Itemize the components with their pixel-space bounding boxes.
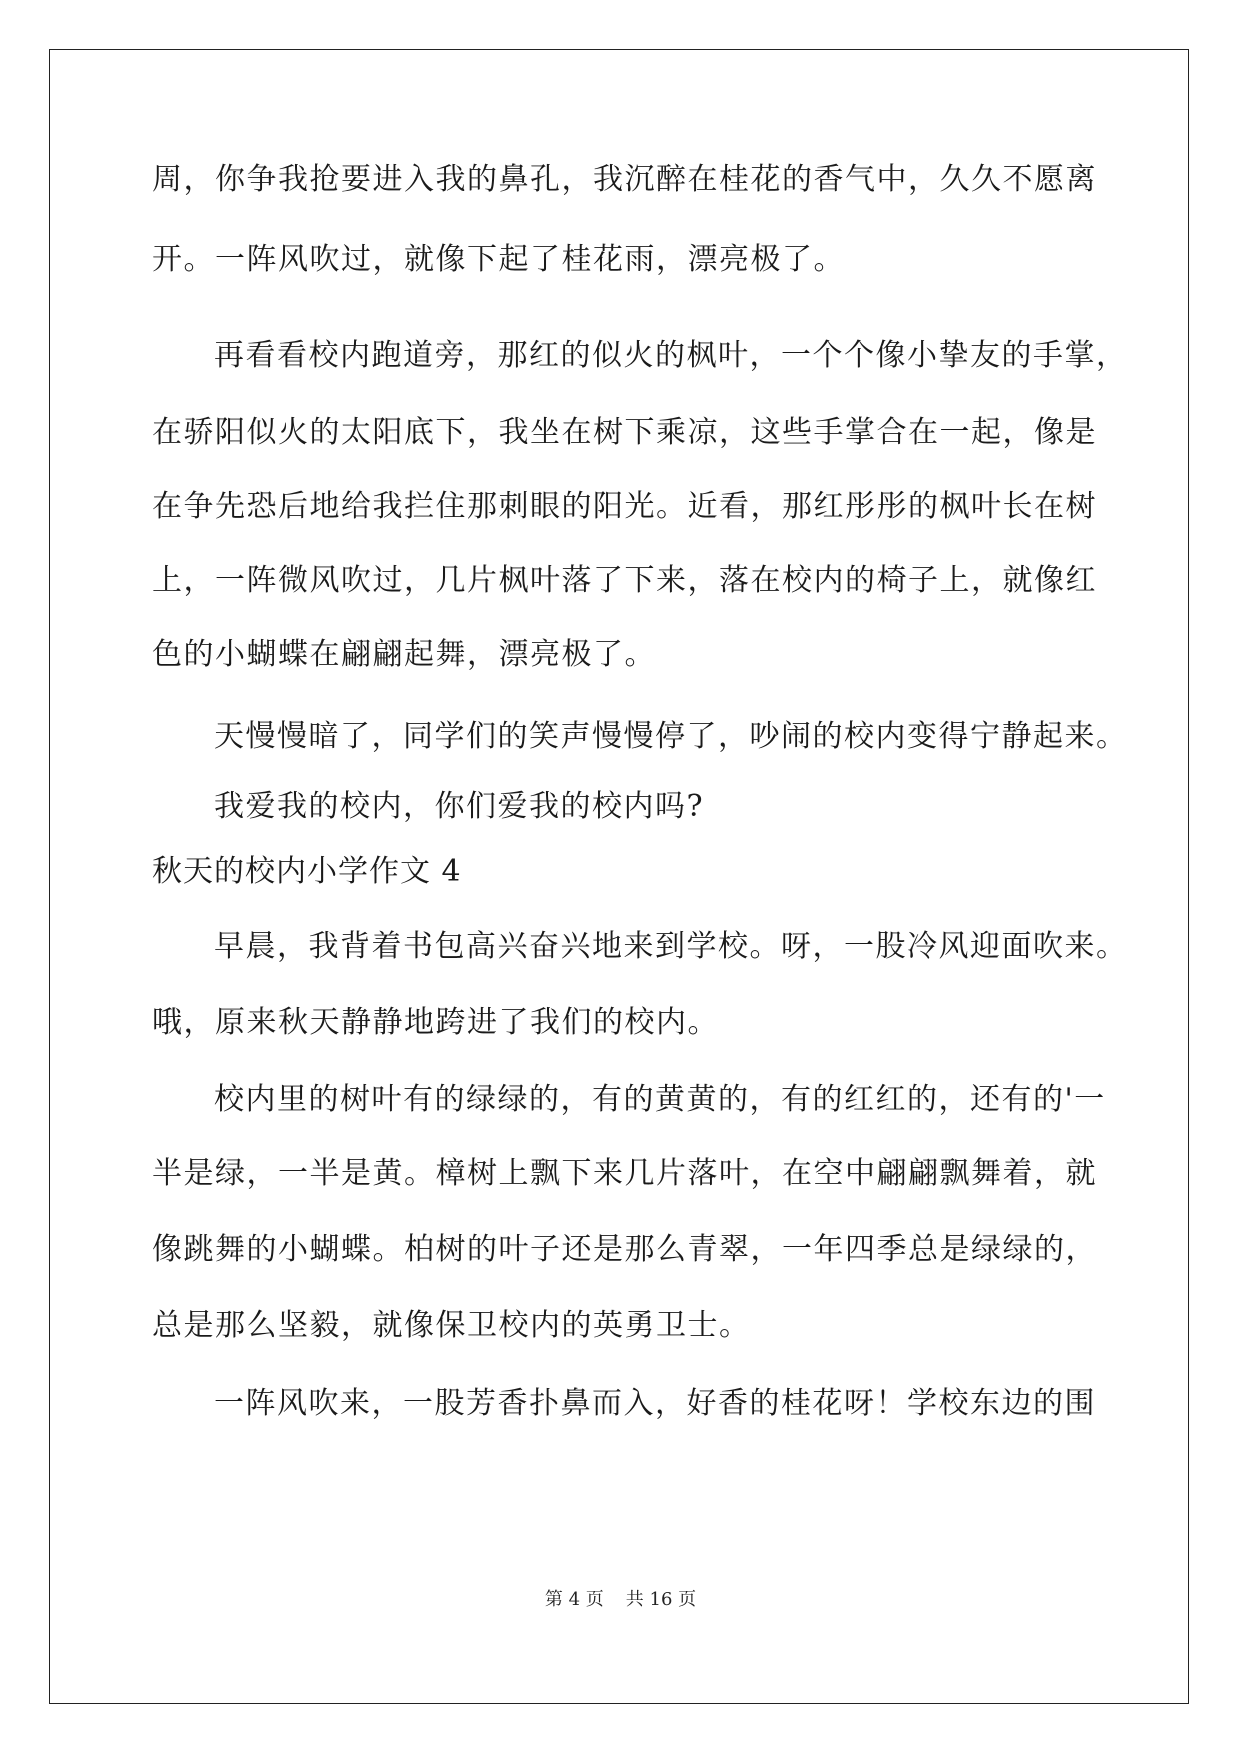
text-line: 早晨，我背着书包高兴奋兴地来到学校。呀，一股冷风迎面吹来。 [214, 929, 1128, 964]
text-line: 哦，原来秋天静静地跨进了我们的校内。 [152, 1005, 719, 1040]
text-line: 校内里的树叶有的绿绿的，有的黄黄的，有的红红的，还有的'一 [214, 1082, 1106, 1117]
page-total: 共 16 页 [625, 1589, 697, 1610]
section-heading: 秋天的校内小学作文 4 [152, 854, 462, 889]
text-line: 再看看校内跑道旁，那红的似火的枫叶，一个个像小挚友的手掌， [214, 338, 1128, 373]
text-line: 开。一阵风吹过，就像下起了桂花雨，漂亮极了。 [152, 242, 845, 277]
text-line: 天慢慢暗了，同学们的笑声慢慢停了，吵闹的校内变得宁静起来。 [214, 719, 1128, 754]
text-line: 一阵风吹来，一股芳香扑鼻而入，好香的桂花呀！学校东边的围 [214, 1386, 1096, 1421]
text-line: 像跳舞的小蝴蝶。柏树的叶子还是那么青翠，一年四季总是绿绿的， [152, 1232, 1097, 1267]
text-line: 在骄阳似火的太阳底下，我坐在树下乘凉，这些手掌合在一起，像是 [152, 415, 1097, 450]
page-footer [0, 1588, 1241, 1612]
page-number: 第 4 页 [544, 1589, 604, 1610]
text-line: 上，一阵微风吹过，几片枫叶落了下来，落在校内的椅子上，就像红 [152, 563, 1097, 598]
text-line: 周，你争我抢要进入我的鼻孔，我沉醉在桂花的香气中，久久不愿离 [152, 162, 1097, 197]
text-line: 半是绿，一半是黄。樟树上飘下来几片落叶，在空中翩翩飘舞着，就 [152, 1156, 1097, 1191]
text-line: 在争先恐后地给我拦住那刺眼的阳光。近看，那红彤彤的枫叶长在树 [152, 489, 1097, 524]
text-line: 总是那么坚毅，就像保卫校内的英勇卫士。 [152, 1308, 751, 1343]
text-line: 我爱我的校内，你们爱我的校内吗? [214, 789, 705, 824]
text-line: 色的小蝴蝶在翩翩起舞，漂亮极了。 [152, 637, 656, 672]
